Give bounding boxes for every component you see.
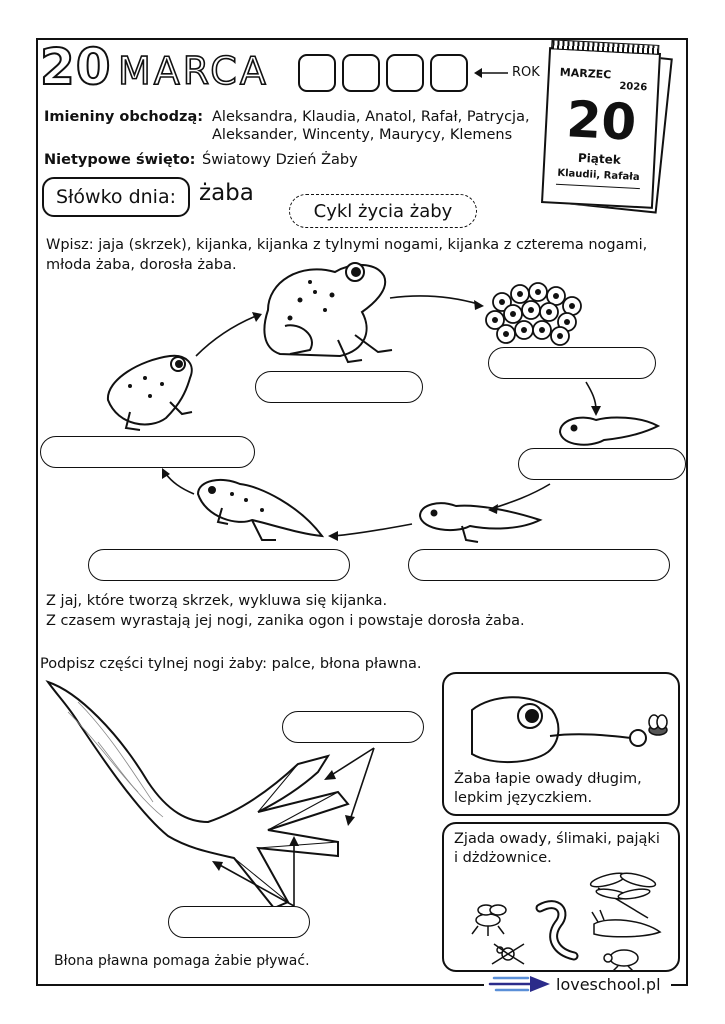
snail-icon bbox=[592, 910, 660, 937]
fly-icon bbox=[472, 905, 506, 936]
date-month: MARCA bbox=[118, 49, 269, 93]
food-info-box bbox=[442, 822, 680, 972]
footer-site[interactable]: loveschool.pl bbox=[552, 975, 667, 994]
lifecycle-summary-line2: Z czasem wyrastają jej nogi, zanika ogon i powstaje dorosła żaba. bbox=[46, 613, 525, 629]
year-label: ROK bbox=[512, 65, 540, 80]
answer-box-toes[interactable] bbox=[282, 711, 424, 743]
answer-box-webbing[interactable] bbox=[168, 906, 310, 938]
lifecycle-instruction-line1: Wpisz: jaja (skrzek), kijanka, kijanka z tylnymi nogami, kijanka z czterema nogami, bbox=[46, 237, 648, 253]
lifecycle-title: Cykl życia żaby bbox=[313, 200, 453, 222]
word-of-day-value: żaba bbox=[199, 180, 254, 206]
fly-icon bbox=[642, 714, 674, 740]
beetle-icon bbox=[604, 950, 638, 972]
food-illustrations bbox=[448, 868, 678, 972]
nameday-names-line1: Aleksandra, Klaudia, Anatol, Rafał, Patrycja, bbox=[212, 109, 530, 125]
word-of-day-label: Słówko dnia: bbox=[55, 186, 177, 208]
tongue-text-line2: lepkim języczkiem. bbox=[454, 790, 593, 806]
calendar-month: MARZEC bbox=[559, 65, 612, 82]
spider-icon bbox=[492, 944, 524, 964]
date-day: 20 bbox=[40, 38, 112, 96]
leg-caption: Błona pławna pomaga żabie pływać. bbox=[54, 953, 310, 969]
lifecycle-summary-line1: Z jaj, które tworzą skrzek, wykluwa się kijanka. bbox=[46, 593, 388, 609]
nameday-label: Imieniny obchodzą: bbox=[44, 109, 204, 125]
lifecycle-instruction-line2: młoda żaba, dorosła żaba. bbox=[46, 257, 237, 273]
worm-icon-inner bbox=[540, 905, 574, 956]
holiday-label: Nietypowe święto: bbox=[44, 152, 196, 168]
nameday-names-line2: Aleksander, Wincenty, Maurycy, Klemens bbox=[212, 127, 513, 143]
footer-brand bbox=[484, 973, 671, 995]
leg-instruction: Podpisz części tylnej nogi żaby: palce, błona pławna. bbox=[40, 656, 422, 672]
food-text-line1: Zjada owady, ślimaki, pająki bbox=[454, 831, 660, 847]
tongue-text-line1: Żaba łapie owady długim, bbox=[454, 771, 642, 787]
calendar-year: 2026 bbox=[619, 80, 648, 94]
calendar-names: Klaudii, Rafała bbox=[557, 167, 640, 184]
logo-icon bbox=[488, 973, 552, 995]
calendar-weekday: Piątek bbox=[577, 150, 622, 168]
tongue-info-box bbox=[442, 672, 680, 816]
food-text-line2: i dżdżownice. bbox=[454, 850, 552, 866]
calendar-day: 20 bbox=[565, 90, 638, 152]
holiday-value: Światowy Dzień Żaby bbox=[202, 152, 358, 168]
dragonfly-icon bbox=[589, 871, 656, 918]
